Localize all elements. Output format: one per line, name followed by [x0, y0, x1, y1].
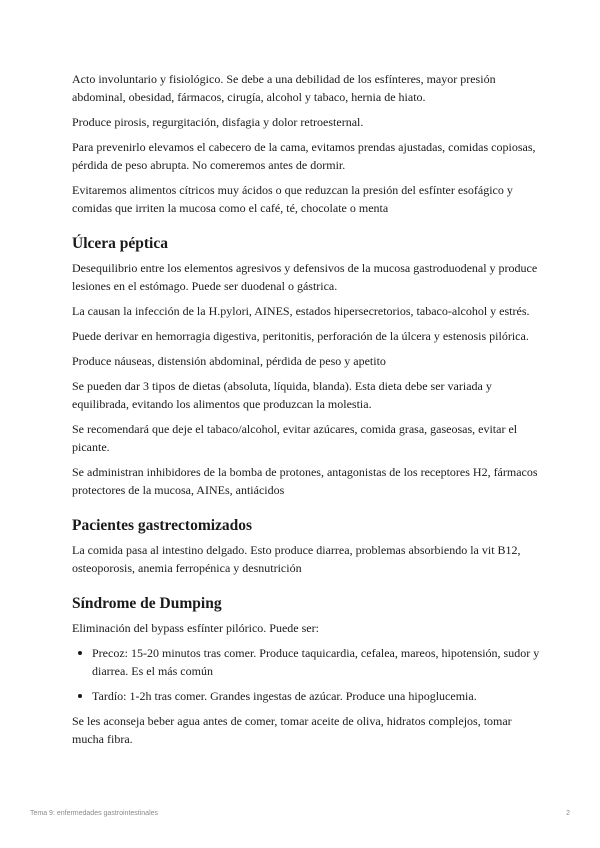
ulcera-paragraph: Desequilibrio entre los elementos agresivos y defensivos de la mucosa gastroduodenal y produce lesiones en el estómago. Puede ser duodenal o gástrica.: [72, 261, 538, 293]
dumping-intro: Eliminación del bypass esfínter pilórico. Puede ser:: [72, 621, 319, 635]
dumping-list: [72, 644, 542, 705]
page-number: 2: [566, 810, 570, 817]
page-footer: [30, 810, 570, 817]
section-heading-ulcera: Úlcera péptica: [72, 235, 168, 252]
intro-paragraph: Evitaremos alimentos cítricos muy ácidos o que reduzcan la presión del esfínter esofágico y comidas que irriten la mucosa como el café, té, chocolate o menta: [72, 183, 513, 215]
ulcera-paragraph: Puede derivar en hemorragia digestiva, peritonitis, perforación de la úlcera y estenosis pilórica.: [72, 329, 529, 343]
ulcera-paragraph: Produce náuseas, distensión abdominal, pérdida de peso y apetito: [72, 354, 386, 368]
ulcera-paragraph: Se administran inhibidores de la bomba de protones, antagonistas de los receptores H2, fármacos protectores de la mucosa, AINEs, antiácidos: [72, 465, 538, 497]
intro-paragraph: Acto involuntario y fisiológico. Se debe a una debilidad de los esfínteres, mayor presión abdominal, obesidad, fármacos, cirugía, alcohol y tabaco, hernia de hiato.: [72, 72, 496, 104]
dumping-closing: Se les aconseja beber agua antes de comer, tomar aceite de oliva, hidratos complejos, tomar mucha fibra.: [72, 714, 512, 746]
section-heading-dumping: Síndrome de Dumping: [72, 595, 222, 612]
bullet-icon: [78, 651, 82, 655]
ulcera-paragraph: Se pueden dar 3 tipos de dietas (absoluta, líquida, blanda). Esta dieta debe ser variada y equilibrada, evitando los alimentos que produzcan la molestia.: [72, 379, 492, 411]
intro-paragraph: Para prevenirlo elevamos el cabecero de la cama, evitamos prendas ajustadas, comidas copiosas, pérdida de peso abrupta. No comeremos antes de dormir.: [72, 140, 536, 172]
ulcera-paragraph: Se recomendará que deje el tabaco/alcohol, evitar azúcares, comida grasa, gaseosas, evitar el picante.: [72, 422, 518, 454]
ulcera-paragraph: La causan la infección de la H.pylori, AINES, estados hipersecretorios, tabaco-alcohol y estrés.: [72, 304, 530, 318]
list-item: [92, 687, 542, 705]
section-heading-gastrectomizados: Pacientes gastrectomizados: [72, 517, 253, 534]
bullet-icon: [78, 694, 82, 698]
list-item-text: Tardío: 1-2h tras comer. Grandes ingestas de azúcar. Produce una hipoglucemia.: [92, 689, 477, 703]
footer-title: Tema 9: enfermedades gastrointestinales: [30, 810, 159, 817]
list-item: [92, 644, 542, 680]
intro-paragraph: Produce pirosis, regurgitación, disfagia y dolor retroesternal.: [72, 115, 364, 129]
gastrectomizados-paragraph: La comida pasa al intestino delgado. Esto produce diarrea, problemas absorbiendo la vit B12, osteoporosis, anemia ferropénica y desnutrición: [72, 543, 521, 575]
list-item-text: Precoz: 15-20 minutos tras comer. Produce taquicardia, cefalea, mareos, hipotensión, sudor y diarrea. Es el más común: [92, 646, 540, 678]
document-page: [72, 70, 542, 755]
